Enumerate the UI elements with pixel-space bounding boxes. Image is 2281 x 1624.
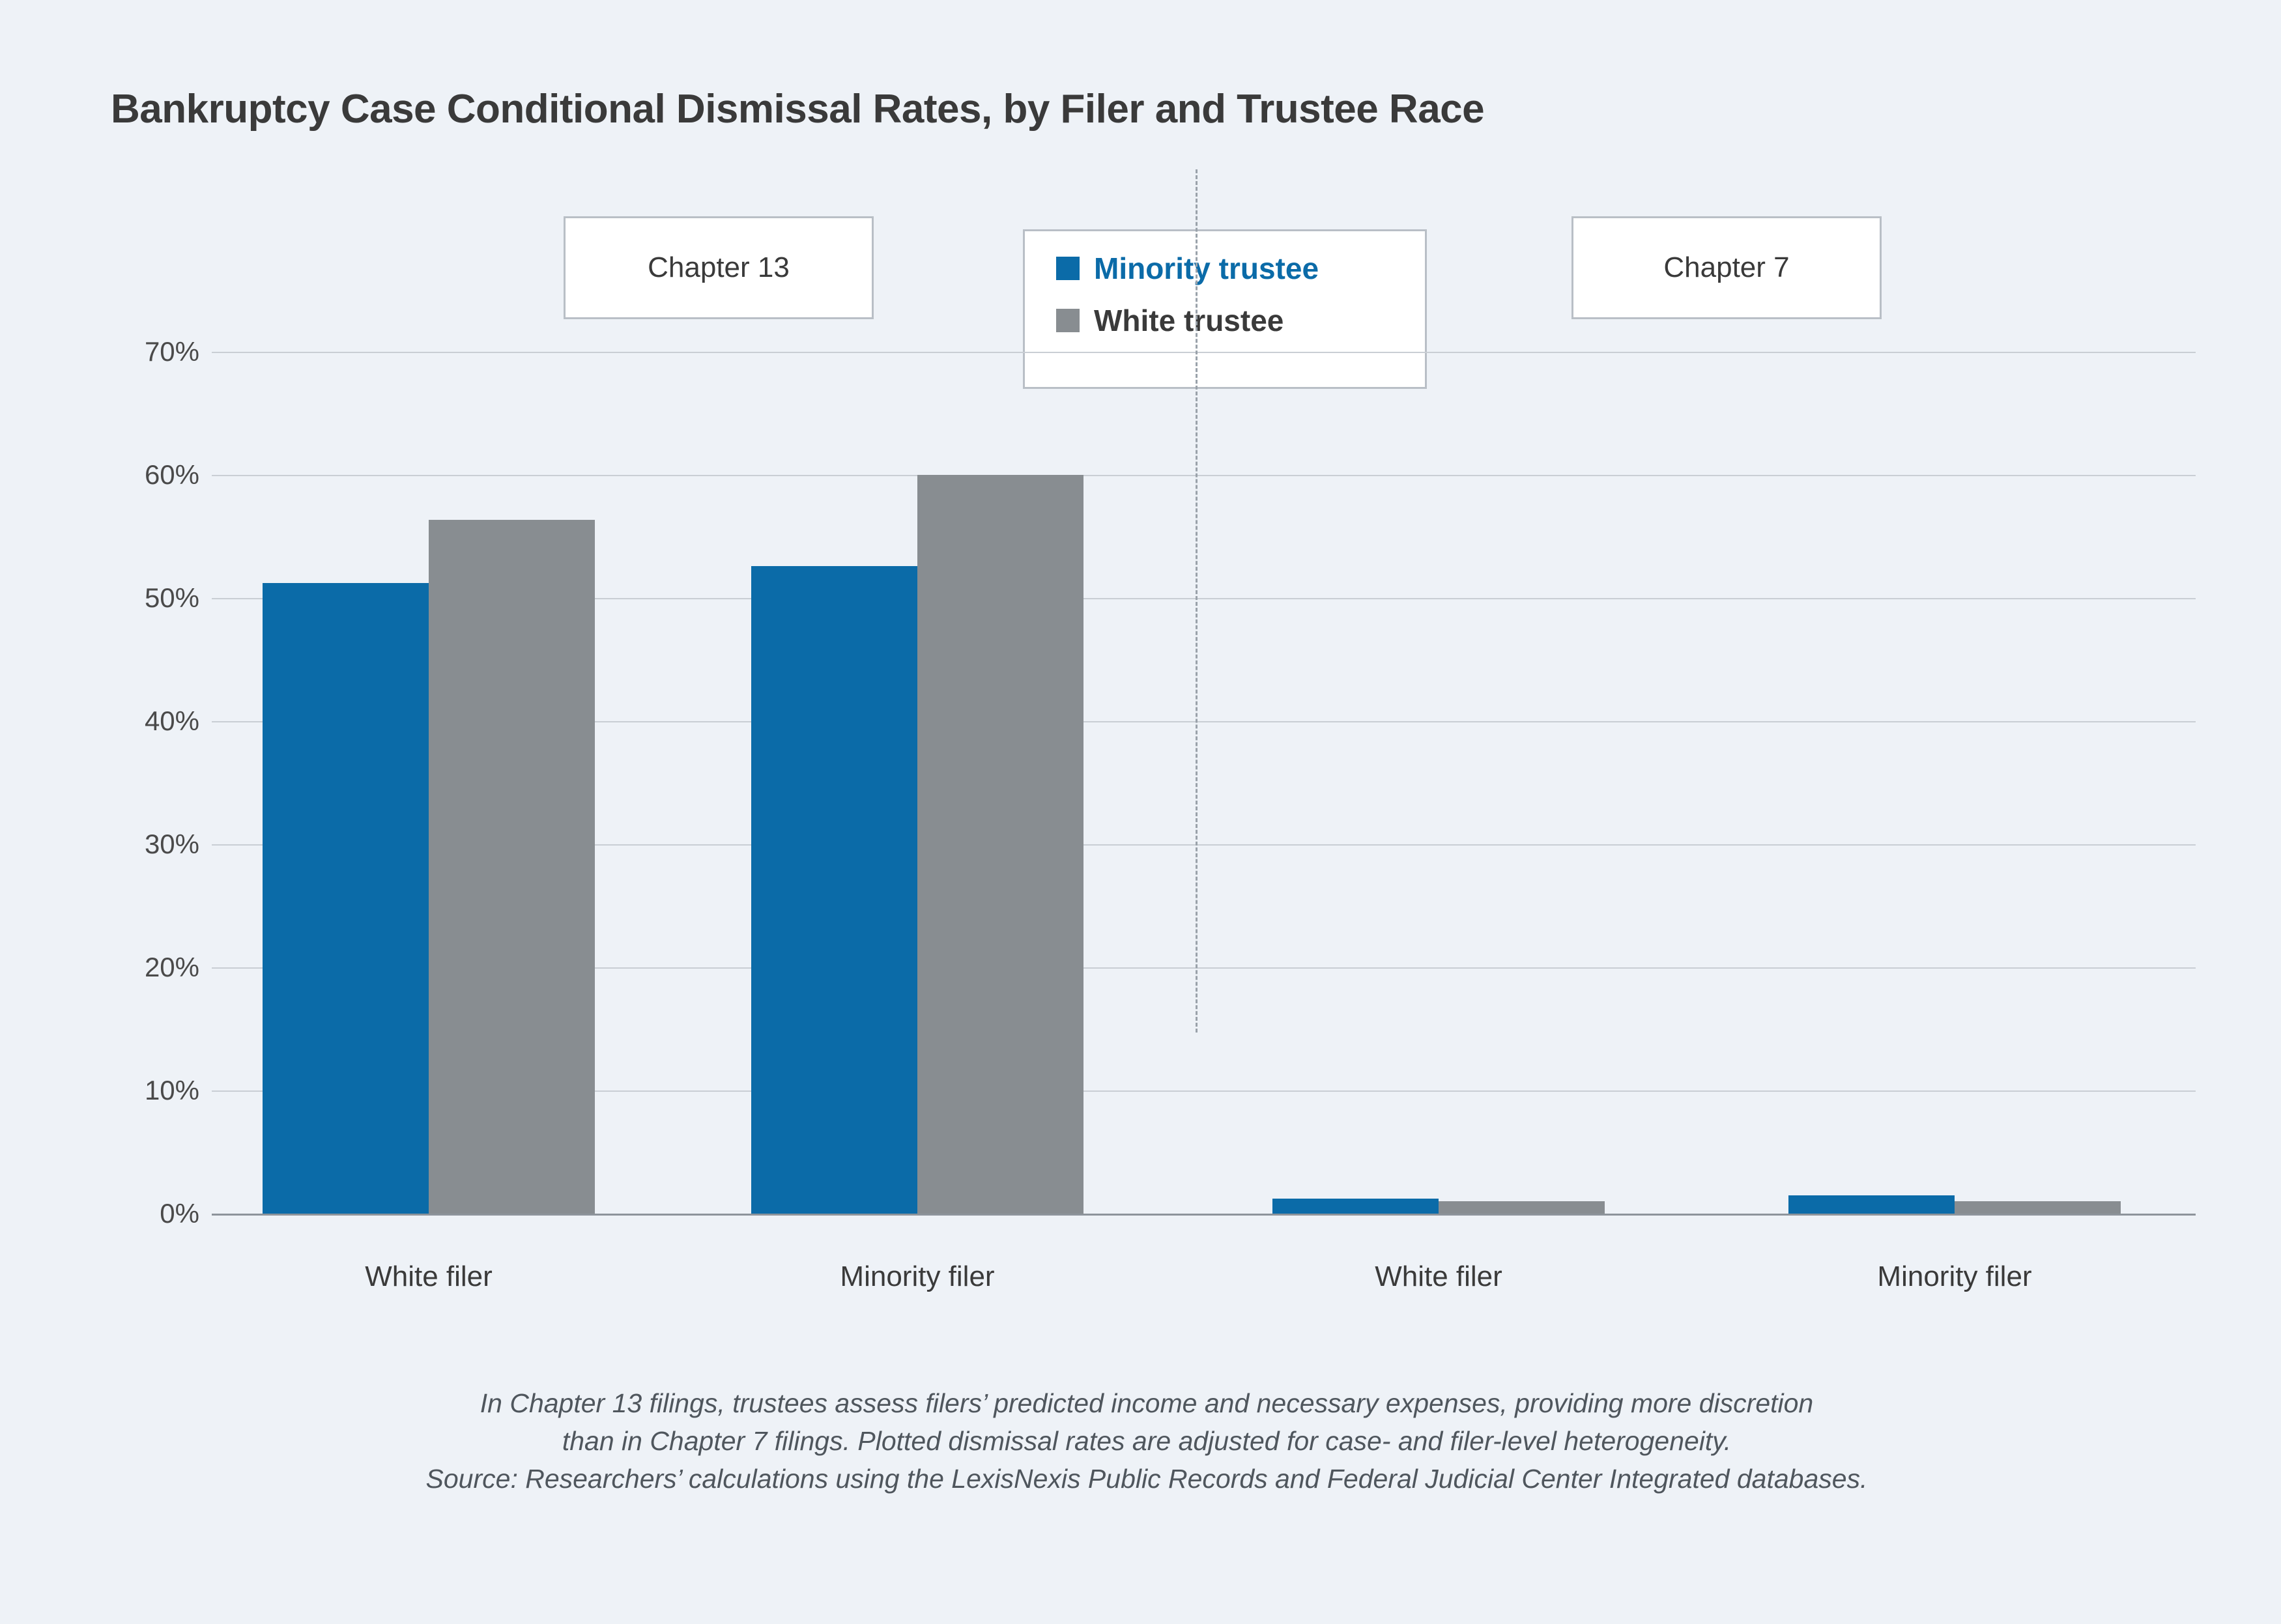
panel-label-chapter-13 — [564, 216, 874, 319]
y-tick-60: 60% — [144, 459, 199, 490]
y-tick-20: 20% — [144, 952, 199, 982]
bar-ch13-white-filer-minority-trustee — [263, 583, 429, 1214]
y-tick-10: 10% — [144, 1075, 199, 1105]
x-label-ch7-minority-filer: Minority filer — [1877, 1261, 2032, 1292]
y-tick-50: 50% — [144, 582, 199, 613]
grid-area — [212, 352, 2196, 1215]
bar-ch7-white-filer-white-trustee — [1439, 1201, 1605, 1214]
y-tick-70: 70% — [144, 336, 199, 367]
y-tick-0: 0% — [160, 1198, 199, 1229]
bar-ch7-minority-filer-white-trustee — [1955, 1201, 2121, 1214]
legend-item-white-trustee — [1056, 303, 1425, 338]
gridline-60 — [212, 475, 2196, 476]
caption-line-3: Source: Researchers’ calculations using the LexisNexis Public Records and Federal Judicial Center Integrated databases. — [425, 1464, 1868, 1494]
y-tick-30: 30% — [144, 829, 199, 859]
bar-ch13-minority-filer-minority-trustee — [751, 566, 917, 1214]
y-axis — [111, 336, 208, 1229]
caption-line-1: In Chapter 13 filings, trustees assess filers’ predicted income and necessary expenses, providing more discretion — [480, 1388, 1814, 1418]
bar-ch13-minority-filer-white-trustee — [917, 475, 1083, 1214]
panel-label-chapter-7 — [1571, 216, 1882, 319]
caption-line-2: than in Chapter 7 filings. Plotted dismissal rates are adjusted for case- and filer-level heterogeneity. — [562, 1426, 1732, 1457]
plot-area — [111, 336, 2196, 1292]
chart-title: Bankruptcy Case Conditional Dismissal Rates, by Filer and Trustee Race — [111, 87, 1485, 132]
legend-swatch-white-trustee — [1056, 309, 1080, 332]
gridline-70 — [212, 352, 2196, 353]
legend-label-white-trustee: White trustee — [1094, 304, 1284, 337]
chart-caption — [111, 1384, 2183, 1498]
x-label-ch7-white-filer: White filer — [1375, 1261, 1502, 1292]
gridline-0-baseline — [212, 1214, 2196, 1216]
y-tick-40: 40% — [144, 705, 199, 736]
bar-ch7-minority-filer-minority-trustee — [1788, 1195, 1955, 1214]
bar-ch7-white-filer-minority-trustee — [1272, 1199, 1439, 1214]
panel-divider — [1196, 169, 1198, 1033]
bar-ch13-white-filer-white-trustee — [429, 520, 595, 1214]
legend-item-minority-trustee — [1056, 251, 1425, 286]
panel-label-chapter-13-text: Chapter 13 — [648, 251, 790, 283]
legend-label-minority-trustee: Minority trustee — [1094, 251, 1319, 285]
panel-label-chapter-7-text: Chapter 7 — [1663, 251, 1790, 283]
legend-swatch-minority-trustee — [1056, 257, 1080, 280]
x-label-ch13-white-filer: White filer — [365, 1261, 493, 1292]
x-label-ch13-minority-filer: Minority filer — [840, 1261, 995, 1292]
